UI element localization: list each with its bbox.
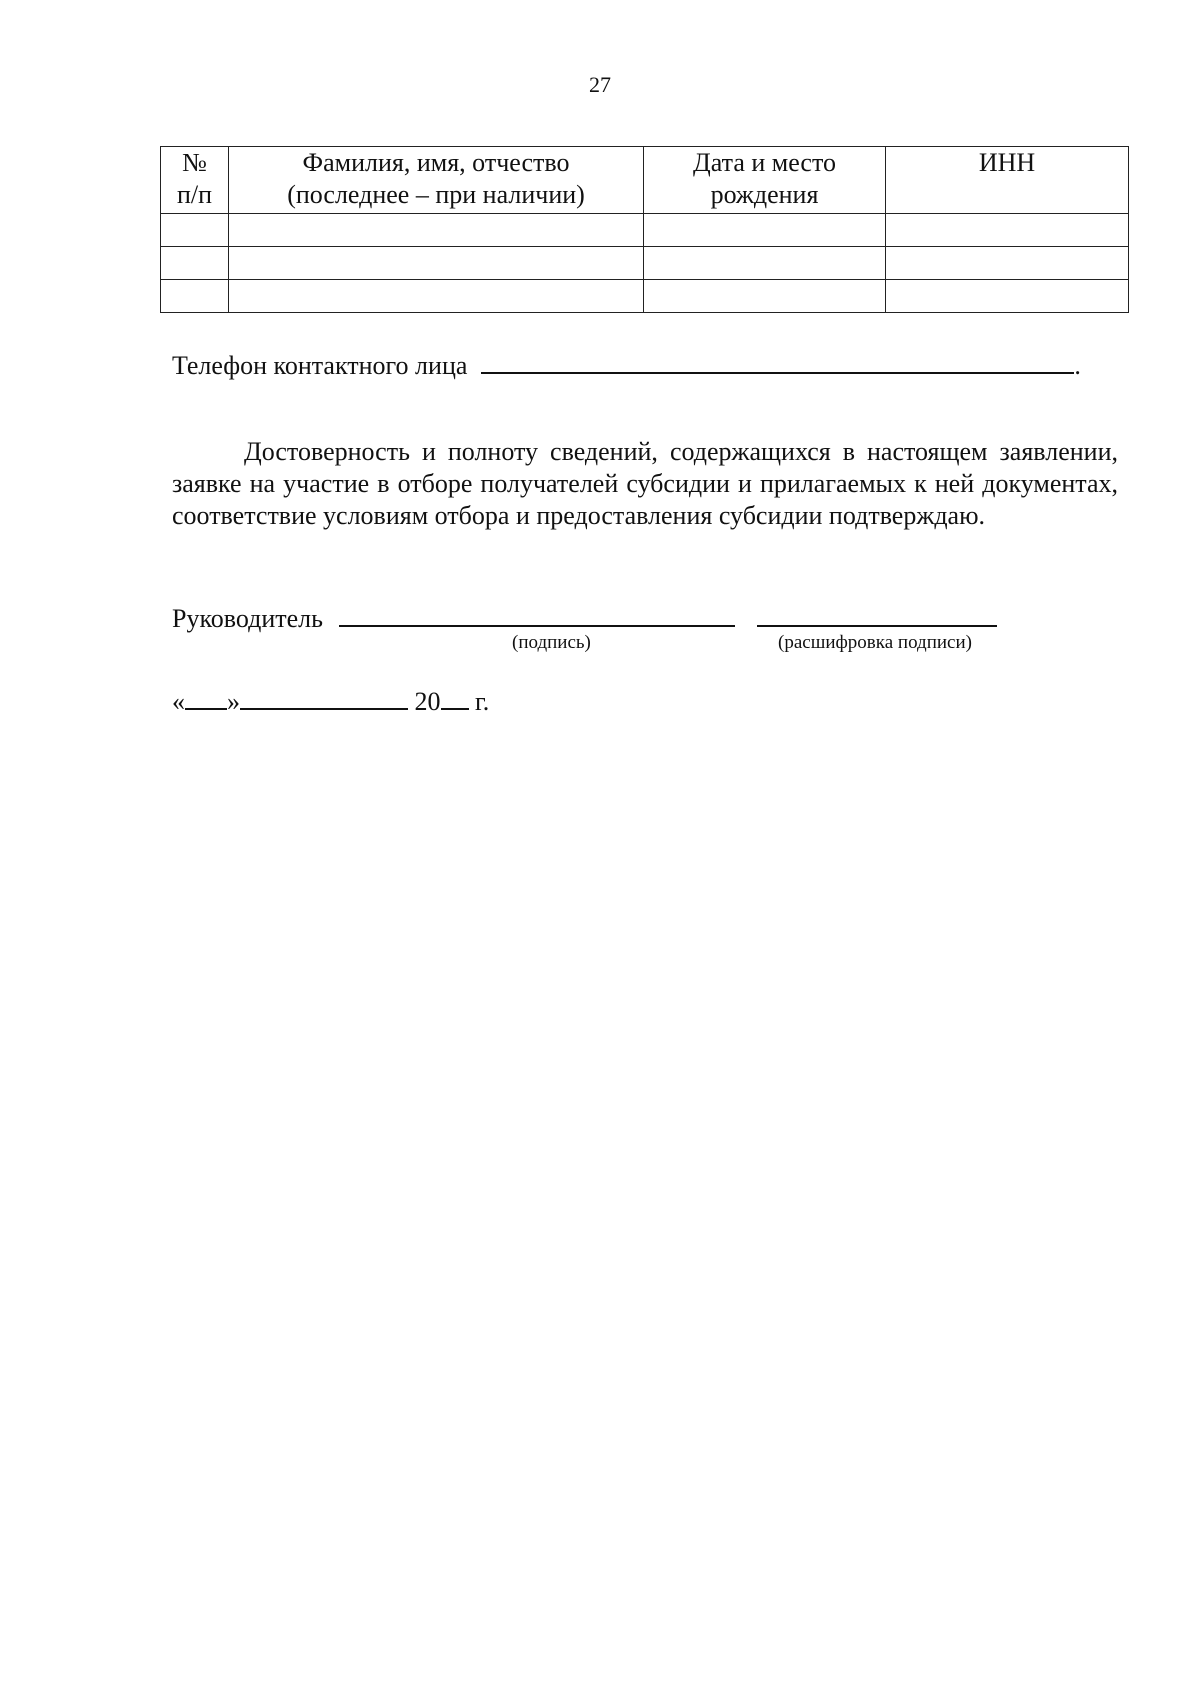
header-full-name-line2: (последнее – при наличии): [287, 180, 585, 209]
table-cell[interactable]: [644, 280, 886, 313]
signature-decode-field[interactable]: [757, 601, 997, 627]
table-cell[interactable]: [644, 214, 886, 247]
table-cell[interactable]: [886, 247, 1129, 280]
contact-phone-period: .: [1074, 351, 1081, 380]
contact-phone-label: Телефон контактного лица: [172, 351, 468, 380]
header-number: [161, 147, 229, 214]
confirmation-statement: Достоверность и полноту сведений, содержащихся в настоящем заявлении, заявке на участие в отборе получателей субсидии и прилагаемых к ней документах, соответствие условиям отбора и предоставления субсидии подтверждаю.: [172, 437, 1118, 530]
date-year-prefix: 20: [414, 687, 441, 716]
page-number: 27: [589, 72, 611, 97]
table-header-row: [161, 147, 1129, 214]
table-cell[interactable]: [161, 247, 229, 280]
date-line: [172, 684, 489, 718]
header-birth-line1: Дата и место: [693, 148, 836, 177]
signer-line: [172, 601, 997, 635]
date-year-suffix: г.: [475, 687, 490, 716]
table-cell[interactable]: [229, 247, 644, 280]
table-cell[interactable]: [229, 280, 644, 313]
table-cell[interactable]: [886, 280, 1129, 313]
date-month-field[interactable]: [240, 684, 408, 710]
table-cell[interactable]: [644, 247, 886, 280]
header-full-name: [229, 147, 644, 214]
table-row: [161, 247, 1129, 280]
signature-field[interactable]: [339, 601, 735, 627]
signature-caption: (подпись): [512, 632, 591, 653]
signature-decode-caption: (расшифровка подписи): [778, 632, 972, 653]
persons-table: [160, 146, 1129, 313]
date-day-field[interactable]: [185, 684, 227, 710]
header-inn-line1: ИНН: [978, 148, 1036, 177]
header-birth-line2: рождения: [710, 180, 819, 209]
table-row: [161, 280, 1129, 313]
date-close-quote: »: [227, 687, 240, 716]
header-number-line2: п/п: [176, 180, 213, 209]
table-cell[interactable]: [229, 214, 644, 247]
table-cell[interactable]: [886, 214, 1129, 247]
header-full-name-line1: Фамилия, имя, отчество: [302, 148, 570, 177]
header-inn: [886, 147, 1129, 214]
table-row: [161, 214, 1129, 247]
table-cell[interactable]: [161, 280, 229, 313]
date-open-quote: «: [172, 687, 185, 716]
date-year-field[interactable]: [441, 684, 469, 710]
contact-phone-line: [172, 348, 1081, 382]
contact-phone-field[interactable]: [481, 348, 1074, 374]
header-birth: [644, 147, 886, 214]
signer-role-label: Руководитель: [172, 604, 323, 633]
header-number-line1: №: [182, 148, 207, 177]
table-cell[interactable]: [161, 214, 229, 247]
